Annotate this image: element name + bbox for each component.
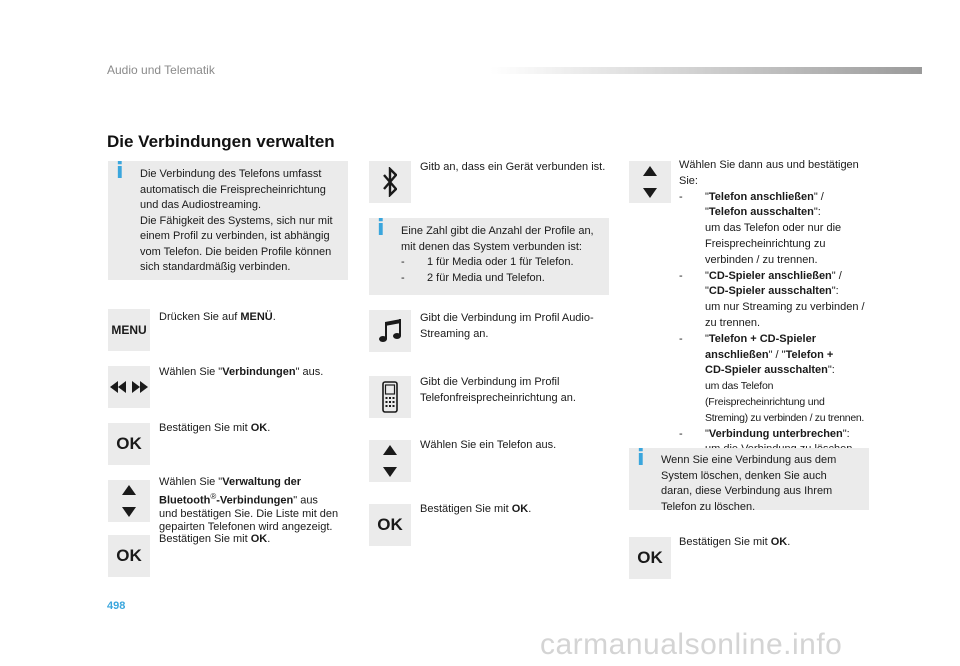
info-line: Telefon zu löschen. bbox=[661, 500, 756, 513]
ok-button[interactable] bbox=[108, 535, 150, 577]
info-line: Die Verbindung des Telefons umfasst bbox=[140, 168, 322, 180]
bluetooth-desc: Gitb an, dass ein Gerät verbunden ist. bbox=[420, 161, 606, 173]
info-line: daran, diese Verbindung aus Ihrem bbox=[661, 485, 833, 497]
music-note-icon bbox=[377, 318, 403, 344]
page-number: 498 bbox=[107, 600, 126, 612]
ok-button[interactable] bbox=[629, 537, 671, 579]
section-header: Audio und Telematik bbox=[107, 63, 215, 77]
menu-button[interactable] bbox=[108, 309, 150, 351]
up-down-arrows-button[interactable] bbox=[108, 480, 150, 522]
info-line: Die Fähigkeit des Systems, sich nur mit bbox=[140, 214, 333, 227]
step-confirm-ok: Bestätigen Sie mit OK. bbox=[679, 536, 791, 548]
info-line: Wenn Sie eine Verbindung aus dem bbox=[661, 454, 837, 466]
bluetooth-indicator bbox=[369, 161, 411, 203]
step-select-connections: Wählen Sie "Verbindungen" aus. bbox=[159, 366, 324, 378]
info-line: sich standardmäßig verbinden. bbox=[140, 261, 291, 273]
list-item: - 2 für Media und Telefon. bbox=[401, 271, 545, 284]
ok-button[interactable] bbox=[369, 504, 411, 546]
connection-options: Wählen Sie dann aus und bestätigen Sie: - "Telefon anschließen" / "Telefon ausschalten": um das Telefon oder nur die Freisprecheinrichtung zu verbinden / zu trennen. - "CD-Spieler anschließen" / "CD-Spieler ausschalten": um nur Streaming zu verbinden / zu trennen. - "Telefon + CD-Spieler anschließen" / "Telefon + CD-Spieler ausschalten": um das Telefon (Freisprecheinrichtung und Streming) zu verbinden / zu trennen. - "Verbindung unterbrechen": bbox=[679, 158, 879, 458]
phone-desc: Gibt die Verbindung im Profil Telefonfreisprecheinrichtung an. bbox=[420, 376, 576, 404]
up-down-arrows-icon bbox=[383, 445, 397, 477]
watermark: carmanualsonline.info bbox=[540, 628, 843, 661]
ok-button-label: OK bbox=[637, 548, 663, 567]
phone-icon bbox=[382, 381, 398, 413]
left-right-arrows-button[interactable] bbox=[108, 366, 150, 408]
list-item: - 1 für Media oder 1 für Telefon. bbox=[401, 256, 574, 268]
info-line: und das Audiostreaming. bbox=[140, 199, 262, 211]
phone-indicator bbox=[369, 376, 411, 418]
info-line: System löschen, denken Sie auch bbox=[661, 469, 827, 482]
info-icon: i bbox=[377, 216, 385, 241]
info-line: Eine Zahl gibt die Anzahl der Profile an, bbox=[401, 225, 594, 237]
step-manage-bluetooth: Wählen Sie "Verwaltung der Bluetooth®-Verbindungen" aus und bestätigen Sie. Die Liste mit den gepairten Telefonen wird angezeigt. bbox=[159, 476, 339, 534]
bluetooth-icon bbox=[383, 167, 397, 197]
ok-button-label: OK bbox=[116, 546, 142, 565]
ok-button-label: OK bbox=[116, 434, 142, 453]
info-line: einem Profil zu verbinden, ist abhängig bbox=[140, 230, 330, 242]
step-select-phone: Wählen Sie ein Telefon aus. bbox=[420, 439, 557, 451]
step-press-menu: Drücken Sie auf MENÜ. bbox=[159, 311, 276, 323]
ok-button-label: OK bbox=[377, 515, 403, 534]
info-box-delete bbox=[629, 446, 869, 513]
up-down-arrows-button[interactable] bbox=[369, 440, 411, 482]
step-confirm-ok: Bestätigen Sie mit OK. bbox=[420, 503, 532, 515]
info-box-profiles bbox=[108, 161, 348, 280]
up-down-arrows-button[interactable] bbox=[629, 161, 671, 203]
ok-button[interactable] bbox=[108, 423, 150, 465]
list-item: - "CD-Spieler anschließen" / "CD-Spieler ausschalten": um nur Streaming zu verbinden / zu trennen. bbox=[679, 269, 865, 329]
music-indicator bbox=[369, 310, 411, 352]
list-item: - "Verbindung unterbrechen": bbox=[679, 427, 850, 440]
info-line: automatisch die Freisprecheinrichtung bbox=[140, 183, 326, 196]
info-icon: i bbox=[116, 159, 124, 184]
list-item: - "Telefon anschließen" / "Telefon ausschalten": um das Telefon oder nur die Freisprecheinrichtung zu verbinden / zu trennen. bbox=[679, 190, 842, 266]
step-confirm-ok: Bestätigen Sie mit OK. bbox=[159, 533, 271, 545]
up-down-arrows-icon bbox=[643, 166, 657, 198]
info-line: mit denen das System verbunden ist: bbox=[401, 240, 582, 253]
list-item: - "Telefon + CD-Spieler anschließen" / "Telefon + CD-Spieler ausschalten": um das Telefon (Freisprecheinrichtung und Streming) zu verbinden / zu trennen. bbox=[679, 332, 865, 424]
page-title: Die Verbindungen verwalten bbox=[107, 132, 335, 151]
info-icon: i bbox=[637, 446, 645, 471]
step-confirm-ok: Bestätigen Sie mit OK. bbox=[159, 422, 271, 434]
left-right-arrows-icon bbox=[110, 380, 148, 394]
up-down-arrows-icon bbox=[122, 485, 136, 517]
music-desc: Gibt die Verbindung im Profil Audio- Streaming an. bbox=[420, 312, 594, 340]
info-line: vom Telefon. Die beiden Profile können bbox=[140, 245, 332, 258]
menu-button-label: MENU bbox=[111, 323, 147, 337]
info-box-profile-count bbox=[369, 218, 609, 295]
header-decor-bar bbox=[490, 67, 922, 74]
